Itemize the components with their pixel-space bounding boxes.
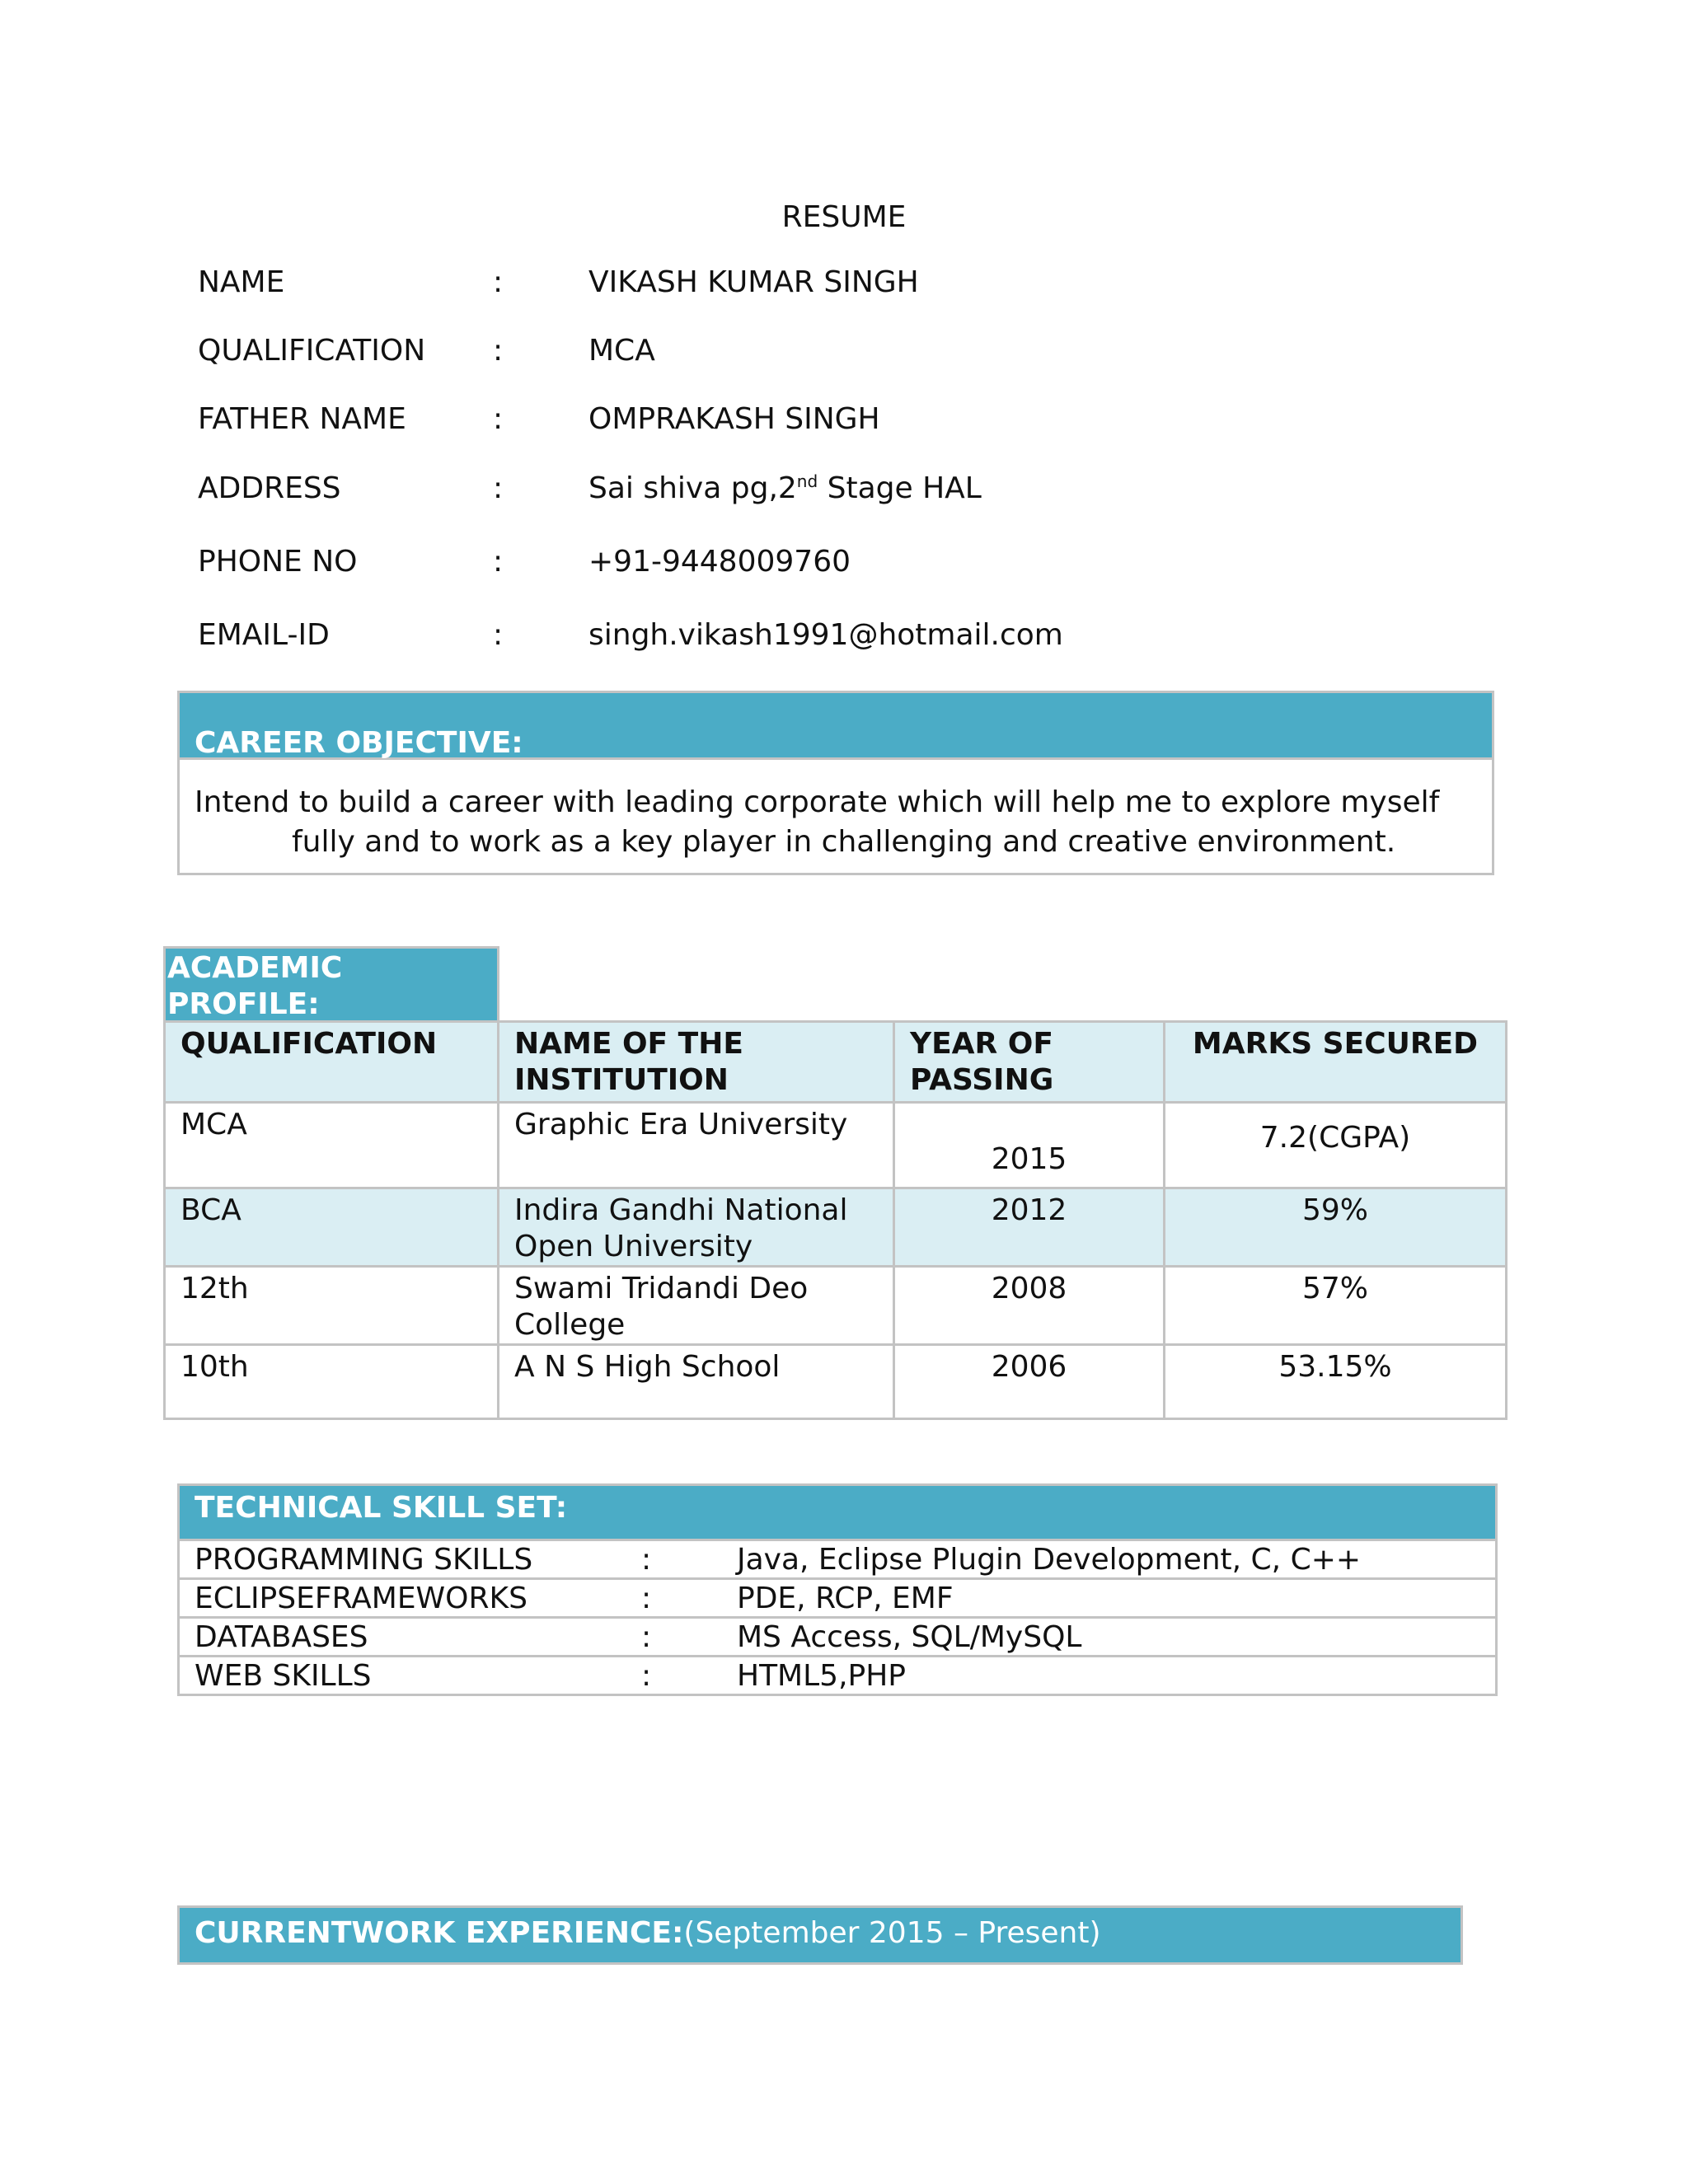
table-header-row [165,1022,1507,1103]
column-header: QUALIFICATION [165,1022,499,1103]
table-cell: BCA [165,1188,499,1267]
skill-row [180,1657,1495,1694]
table-row [165,1345,1507,1419]
info-label: NAME [198,265,285,299]
skill-row [180,1541,1495,1580]
heading-text: TECHNICAL SKILL SET: [195,1491,568,1525]
skill-value: PDE, RCP, EMF [737,1582,954,1615]
career-objective-box [177,691,1494,875]
table-cell: MCA [165,1103,499,1188]
heading-text: PROFILE: [167,987,320,1021]
info-row-email [198,618,1434,668]
table-cell: 10th [165,1345,499,1419]
info-colon: : [493,618,504,652]
heading-text: ACADEMIC [167,951,343,985]
academic-profile-heading [163,946,499,1024]
info-value: OMPRAKASH SINGH [588,402,880,436]
table-row [165,1188,1507,1267]
column-header: YEAR OF PASSING [894,1022,1165,1103]
table-row [165,1267,1507,1345]
skill-key: DATABASES [195,1620,368,1654]
work-experience-heading [177,1905,1463,1965]
info-value: MCA [588,334,655,368]
table-cell: 57% [1165,1267,1507,1345]
info-colon: : [493,402,504,436]
table-cell: 2015 [894,1103,1165,1188]
info-colon: : [493,265,504,299]
info-label: PHONE NO [198,545,358,579]
resume-title: RESUME [781,200,907,234]
technical-skills-box [177,1483,1498,1696]
info-colon: : [493,334,504,368]
info-row-qualification [198,334,1434,383]
ordinal-suffix: nd [796,471,818,491]
table-cell: 53.15% [1165,1345,1507,1419]
skill-colon: : [641,1543,652,1577]
table-cell: 12th [165,1267,499,1345]
skill-value: Java, Eclipse Plugin Development, C, C++ [737,1543,1362,1577]
info-label: ADDRESS [198,471,341,505]
info-row-name [198,265,1434,315]
skill-key: ECLIPSEFRAMEWORKS [195,1582,528,1615]
skill-key: PROGRAMMING SKILLS [195,1543,533,1577]
column-header: NAME OF THE INSTITUTION [499,1022,894,1103]
table-cell: 59% [1165,1188,1507,1267]
info-value: VIKASH KUMAR SINGH [588,265,919,299]
table-row [165,1103,1507,1188]
info-value: +91-9448009760 [588,545,851,579]
skill-colon: : [641,1582,652,1615]
table-cell: 7.2(CGPA) [1165,1103,1507,1188]
academic-table [163,1020,1507,1420]
skill-value: MS Access, SQL/MySQL [737,1620,1082,1654]
table-cell: 2012 [894,1188,1165,1267]
heading-text: CAREER OBJECTIVE: [195,726,523,760]
info-row-address [198,471,1434,521]
skill-key: WEB SKILLS [195,1659,372,1693]
heading-text: CURRENTWORK EXPERIENCE: [195,1916,684,1950]
table-cell: Graphic Era University [499,1103,894,1188]
address-text-end: Stage HAL [818,471,982,505]
info-row-father-name [198,402,1434,452]
skill-colon: : [641,1620,652,1654]
career-objective-text [180,760,1492,862]
info-row-phone [198,545,1434,594]
objective-line: fully and to work as a key player in challenging and creative environment. [292,825,1396,859]
skill-row [180,1619,1495,1657]
info-colon: : [493,471,504,505]
info-value [588,471,982,505]
info-label: FATHER NAME [198,402,406,436]
table-cell: 2006 [894,1345,1165,1419]
column-header: MARKS SECURED [1165,1022,1507,1103]
info-value: singh.vikash1991@hotmail.com [588,618,1063,652]
objective-line: Intend to build a career with leading corporate which will help me to explore myself [195,785,1440,819]
technical-skills-heading [180,1486,1495,1541]
address-text: Sai shiva pg,2 [588,471,797,505]
skill-value: HTML5,PHP [737,1659,907,1693]
info-colon: : [493,545,504,579]
table-cell: A N S High School [499,1345,894,1419]
skill-row [180,1580,1495,1619]
table-cell: Swami Tridandi Deo College [499,1267,894,1345]
skill-colon: : [641,1659,652,1693]
table-cell: 2008 [894,1267,1165,1345]
info-label: QUALIFICATION [198,334,426,368]
table-cell: Indira Gandhi National Open University [499,1188,894,1267]
work-dates: (September 2015 – Present) [683,1916,1101,1950]
info-label: EMAIL-ID [198,618,330,652]
career-objective-heading [180,693,1492,760]
